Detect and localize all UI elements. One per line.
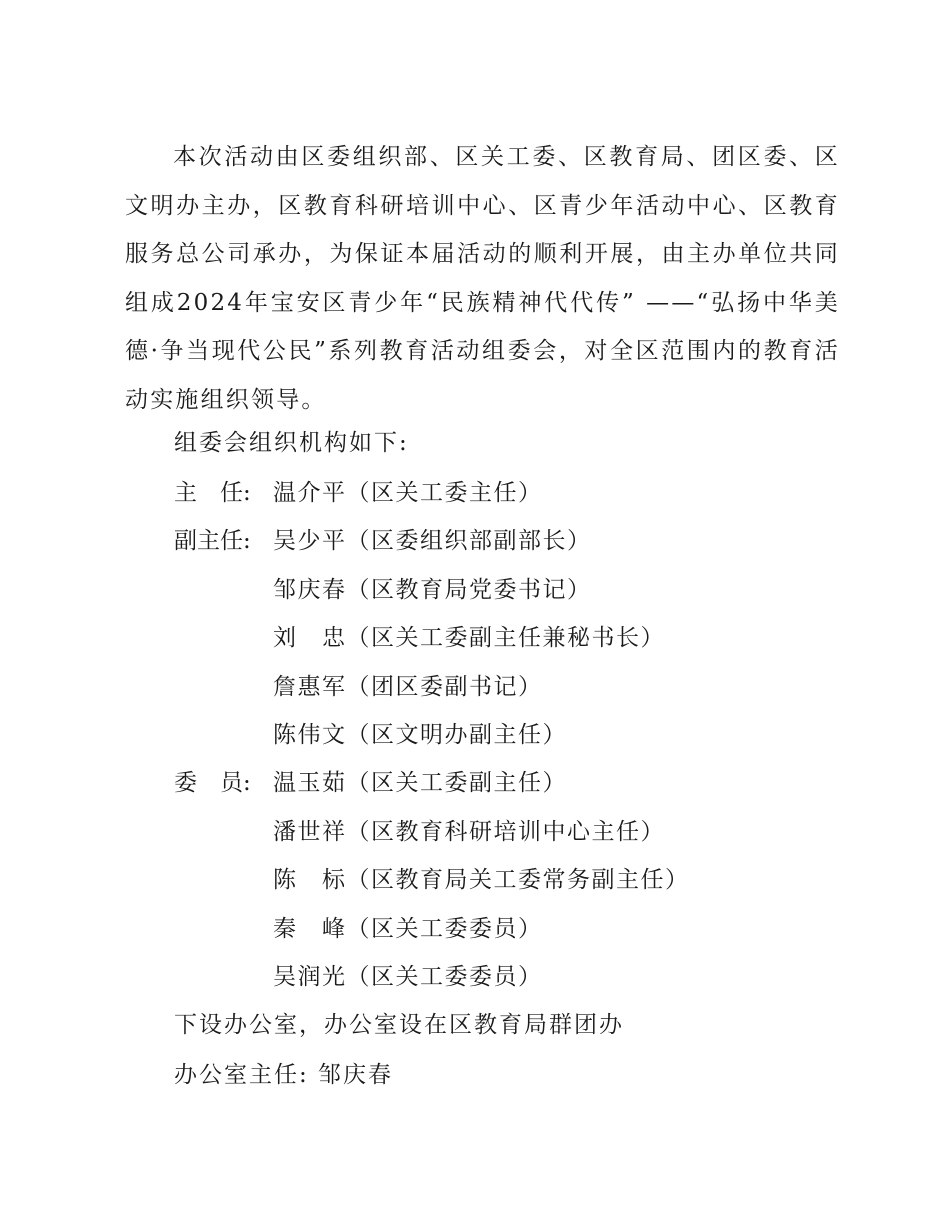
- committee-member: 温玉茹（区关工委副主任）: [273, 770, 567, 796]
- director-role-label: 主 任:: [174, 480, 251, 506]
- committee-member: 陈 标（区教育局关工委常务副主任）: [273, 867, 690, 893]
- deputy-director-member: 陈伟文（区文明办副主任）: [273, 722, 567, 748]
- intro-paragraph: 本次活动由区委组织部、区关工委、区教育局、团区委、区文明办主办，区教育科研培训中心、区青少年活动中心、区教育服务总公司承办，为保证本届活动的顺利开展，由主办单位共同组成2024年宝安区青少年“民族精神代代传” ——“弘扬中华美德·争当现代公民”系列教育活动组委会，对全区范围内的教育活动实施组织领导。: [125, 144, 840, 413]
- director-member: 温介平（区关工委主任）: [273, 480, 543, 506]
- deputy-director-role-label: 副主任:: [174, 528, 251, 554]
- committee-member: 吴润光（区关工委委员）: [273, 964, 543, 990]
- deputy-director-member: 詹惠军（团区委副书记）: [273, 674, 543, 700]
- committee-member-role-label: 委 员:: [174, 770, 251, 796]
- office-note: 下设办公室，办公室设在区教育局群团办: [174, 1012, 624, 1038]
- deputy-director-member: 刘 忠（区关工委副主任兼秘书长）: [273, 625, 665, 651]
- deputy-director-member: 邹庆春（区教育局党委书记）: [273, 577, 592, 603]
- deputy-director-member: 吴少平（区委组织部副部长）: [273, 528, 592, 554]
- structure-heading: 组委会组织机构如下:: [174, 430, 409, 456]
- committee-member: 秦 峰（区关工委委员）: [273, 916, 543, 942]
- office-director: 办公室主任: 邹庆春: [174, 1062, 394, 1088]
- committee-member: 潘世祥（区教育科研培训中心主任）: [273, 819, 665, 845]
